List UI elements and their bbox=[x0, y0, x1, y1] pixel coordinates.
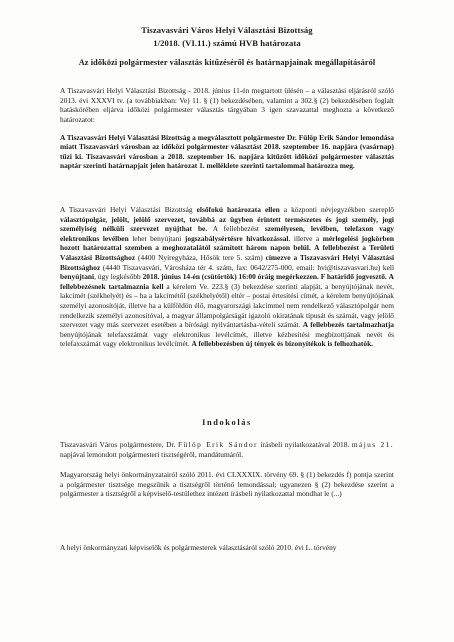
decision-paragraph: A Tiszavasvári Helyi Választási Bizottság a megválasztott polgármester Dr. Fülöp Erik Sándor lemondása miatt Tiszavasvári városban az időközi polgármester választást 2018. szeptember 16. napjára (vasárnap) tűzi ki. Tiszavasvári városban a 2018. szeptember 16. napjára kitűzött időközi polgármester választás naptár szerinti határnapjait jelen határozat 1. melléklete szerinti tartalommal határozza meg. bbox=[60, 133, 394, 171]
resolution-subject: Az időközi polgármester választás kitűzéséről és határnapjainak megállapításáról bbox=[78, 58, 376, 67]
reasoning-paragraph-1: Tiszavasvári Város polgármestere, Dr. Fülöp Erik Sándor írásbeli nyilatkozatával 2018. május 21. napjával lemondott polgármesteri tisztségéről, mandátumáról. bbox=[60, 440, 394, 459]
reasoning-heading: Indokolás bbox=[202, 418, 252, 427]
resolution-number: 1/2018. (VI.11.) számú HVB határozata bbox=[153, 38, 301, 48]
issuer-heading: Tiszavasvári Város Helyi Választási Bizottság bbox=[141, 25, 313, 35]
reasoning-paragraph-2: Magyarország helyi önkormányzatairól szóló 2011. évi CLXXXIX. törvény 69. § (1) bekezdés f) pontja szerint a polgármester tisztsége megszűnik a tisztségről történő lemondással; ugyanezen § (2) bekezdése szerint a polgármester a tisztségről a képviselő-testülethez intézett írásbeli nyilatkozattal mondhat le (...) bbox=[60, 470, 394, 499]
reasoning-paragraph-3: A helyi önkormányzati képviselők és polgármesterek választásáról szóló 2010. évi L. törvény bbox=[60, 543, 337, 552]
intro-paragraph: A Tiszavasvári Helyi Választási Bizottság - 2018. június 11-én megtartott ülésén – a választási eljárásról szóló 2013. évi XXXVI tv. (a továbbiakban: Ve) 11. § (1) bekezdésében, valamint a 302.§ (2) bekezdésében foglalt hatáskörében eljárva időközi polgármester választás tárgyában 3 igen szavazattal meghozta a következő határozatot: bbox=[60, 86, 394, 124]
legal-remedy-paragraph: A Tiszavasvári Helyi Választási Bizottság elsőfokú határozata ellen a központi névjegyzékben szereplő választópolgár, jelölt, jelölő szervezet, továbbá az ügyben érintett természetes és jogi személy, jogi személyiség nélküli szervezet nyújthat be. A fellebbezést személyesen, levélben, telefaxon vagy elektronikus levélben lehet benyújtani jogszabálysértésre hivatkozással, illetve a mérlegelési jogkörben hozott határozattal szemben a meghozatalától számított három napon belül. A fellebbezést a Területi Választási Bizottsághoz (4400 Nyíregyháza, Hősök tere 5. szám) címezve a Tiszavasvári Helyi Választási Bizottsághoz (4440 Tiszavasvári, Városháza tér 4. szám, fax: 0642/275-000, email: hvi@tiszavasvari.hu) kell benyújtani, úgy legkésőbb 2018. június 14-én (csütörtök) 16:00 óráig megérkezzen. F határidő jogvesztő. A fellebbezésnek tartalmaznia kell a kérelem Ve. 223.§ (3) bekezdése szerinti alapját, a benyújtójának nevét, lakcímét (székhelyét) és – ha a lakcímétől (székhelyétől) eltér – postai értesítési címét, a kérelem benyújtójának személyi azonosítóját, illetve ha a külföldön élő, magyarországi lakcímmel nem rendelkező választópolgár nem rendelkezik személyi azonosítóval, a magyar állampolgárságát igazoló okiratának típusát és számát, vagy jelölő szervezet vagy más szervezet esetében a bírósági nyilvántartásba-vételi számát. A fellebbezés tartalmazhatja benyújtójának telefaxszámát vagy elektronikus levélcímét, illetve kézbesítési megbízottjának nevét és telefaxszámát vagy elektronikus levélcímét. A fellebbezésben új tények és bizonyítékok is felhozhatók. bbox=[60, 205, 395, 349]
